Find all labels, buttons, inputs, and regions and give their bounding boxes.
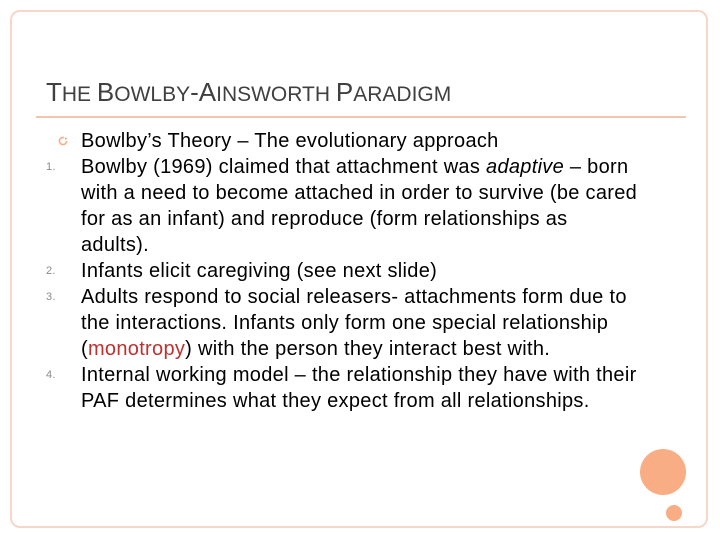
- list-number: 4.: [46, 369, 56, 381]
- decorative-circle-large: [640, 449, 686, 495]
- list-item: [0, 258, 640, 284]
- list-item: [0, 128, 640, 154]
- item-text: Adults respond to social releasers- attachments form due to the interactions. Infants only form one special relationship (: [81, 286, 627, 360]
- list-item: [0, 362, 640, 414]
- item-text: Bowlby (1969) claimed that attachment was: [81, 156, 487, 178]
- title-part: P: [335, 77, 354, 107]
- list-item: [0, 154, 640, 258]
- circular-arrow-bullet-icon: [58, 136, 68, 146]
- slide-content: [0, 128, 640, 414]
- item-text: Bowlby’s Theory – The evolutionary approach: [81, 130, 499, 152]
- slide-title: [46, 74, 451, 106]
- item-text: Infants elicit caregiving (see next slide): [81, 260, 438, 282]
- list-number: 1.: [46, 161, 56, 173]
- item-text: adaptive: [486, 156, 565, 178]
- title-part: INSWORTH: [216, 83, 336, 106]
- title-part: OWLBY: [114, 83, 191, 106]
- title-part: -A: [190, 77, 217, 107]
- title-part: T: [46, 77, 62, 107]
- decorative-circle-small: [666, 505, 682, 521]
- item-text: – born with a need to become attached in order to survive (be cared for as an infant) and reproduce (form relationships as adults).: [81, 156, 638, 256]
- list-number: 3.: [46, 291, 56, 303]
- title-part: HE: [61, 83, 97, 106]
- title-divider: [36, 116, 686, 118]
- title-part: B: [96, 77, 115, 107]
- title-part: ARADIGM: [353, 83, 452, 106]
- item-text: Internal working model – the relationship they have with their PAF determines what they expect from all relationships.: [81, 364, 637, 412]
- list-number: 2.: [46, 265, 56, 277]
- list-item: [0, 284, 640, 362]
- highlighted-term: monotropy: [87, 338, 186, 360]
- item-text: ) with the person they interact best with.: [185, 338, 551, 360]
